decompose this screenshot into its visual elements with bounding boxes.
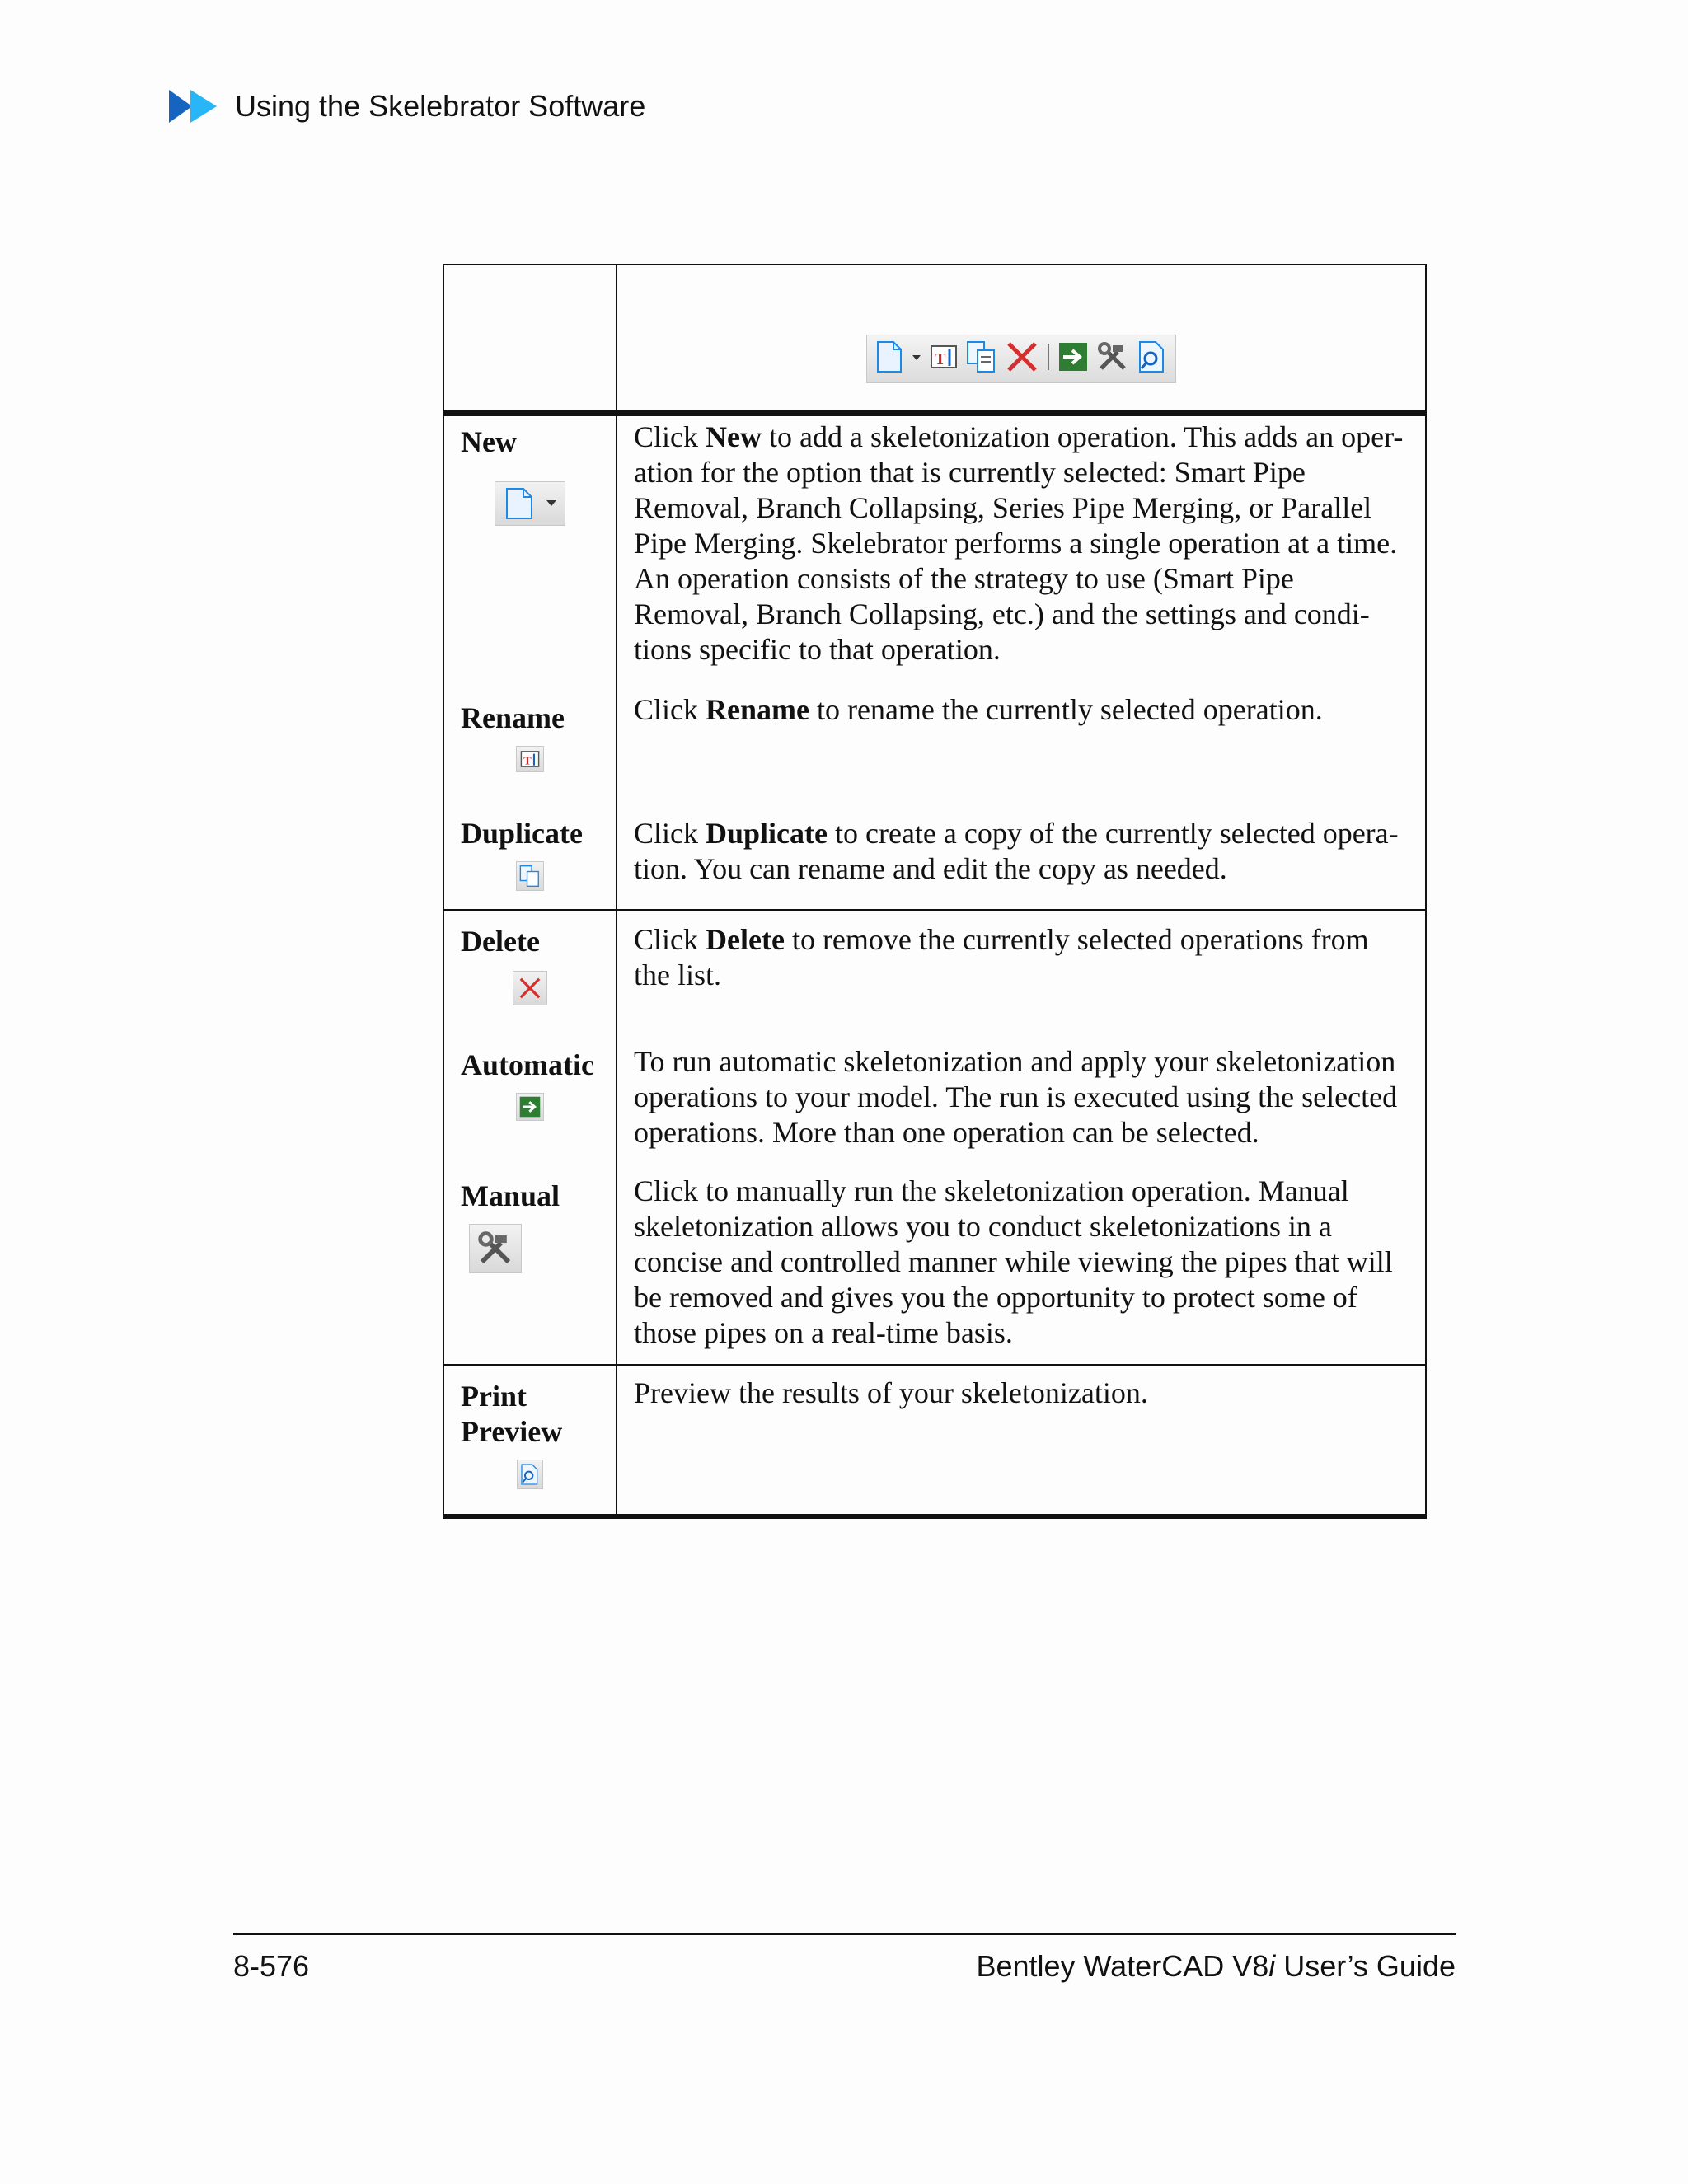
skelebrator-toolbar xyxy=(866,335,1176,383)
page-number: 8-576 xyxy=(233,1949,310,1983)
term-manual: Manual xyxy=(461,1179,560,1212)
rename-icon[interactable] xyxy=(930,343,958,375)
term-new: New xyxy=(461,425,517,458)
description-new: Click New to add a skeletonization operation. This adds an oper- ation for the option that is currently selected: Smart Pipe Removal, Branch Collapsing, Series Pipe Merging, or Parallel Pipe Merging. Skelebrator performs a single operation at a time. An operation consists of the strategy to use (Smart Pipe Removal, Branch Collapsing, etc.) and the settings and condi- tions specific to that operation. xyxy=(634,420,1404,666)
footer-rule xyxy=(233,1933,1456,1935)
description-manual: Click to manually run the skeletonization operation. Manual skeletonization allows you to conduct skeletonizations in a concise and controlled manner while viewing the pipes that will be removed and gives you the opportunity to protect some of those pipes on a real-time basis. xyxy=(634,1174,1393,1349)
manual-icon[interactable] xyxy=(1096,340,1129,377)
double-arrow-icon xyxy=(169,88,220,124)
automatic-icon xyxy=(516,1093,544,1121)
term-automatic: Automatic xyxy=(461,1048,594,1081)
term-rename: Rename xyxy=(461,701,565,734)
dropdown-arrow-icon[interactable] xyxy=(912,352,921,367)
table-header-row xyxy=(443,265,1426,414)
row-automatic xyxy=(443,1036,1426,1170)
duplicate-icon xyxy=(516,861,544,891)
row-delete xyxy=(443,910,1426,1036)
term-duplicate: Duplicate xyxy=(461,817,583,850)
guide-title: Bentley WaterCAD V8i User’s Guide xyxy=(976,1949,1456,1983)
row-print-preview xyxy=(443,1365,1426,1516)
row-duplicate xyxy=(443,783,1426,910)
print-preview-icon[interactable] xyxy=(1137,340,1167,377)
new-icon xyxy=(495,481,565,526)
new-icon[interactable] xyxy=(875,340,903,377)
duplicate-icon[interactable] xyxy=(966,340,997,377)
page-header xyxy=(169,86,645,127)
row-rename xyxy=(443,691,1426,783)
row-new xyxy=(443,414,1426,691)
term-print-preview: Print Preview xyxy=(461,1380,563,1448)
print-preview-icon xyxy=(517,1460,543,1489)
svg-text:T: T xyxy=(523,754,532,768)
delete-icon xyxy=(513,971,547,1005)
description-rename: Click Rename to rename the currently selected operation. xyxy=(634,693,1323,726)
toolbar-separator xyxy=(1047,342,1050,376)
rename-icon xyxy=(516,746,544,772)
toolbar-reference-table xyxy=(443,264,1427,1519)
term-delete: Delete xyxy=(461,925,540,958)
svg-text:T: T xyxy=(935,350,946,368)
delete-icon[interactable] xyxy=(1006,340,1039,377)
automatic-icon[interactable] xyxy=(1058,342,1088,376)
description-print-preview: Preview the results of your skeletonization. xyxy=(634,1376,1148,1409)
section-title: Using the Skelebrator Software xyxy=(235,89,646,123)
manual-icon xyxy=(469,1224,522,1273)
description-automatic: To run automatic skeletonization and apply your skeletonization operations to your model. The run is executed using the selected operations. More than one operation can be selected. xyxy=(634,1045,1398,1149)
row-manual xyxy=(443,1170,1426,1365)
description-duplicate: Click Duplicate to create a copy of the currently selected opera- tion. You can rename and edit the copy as needed. xyxy=(634,817,1399,885)
description-delete: Click Delete to remove the currently selected operations from the list. xyxy=(634,923,1369,991)
